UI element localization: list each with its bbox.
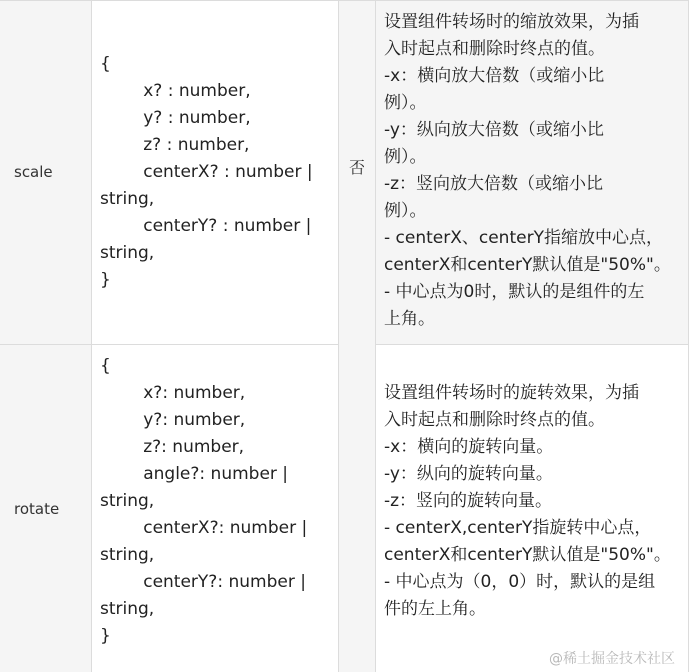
desc-line: centerX和centerY默认值是"50%"。 xyxy=(384,545,671,565)
type-line: { xyxy=(100,54,111,74)
type-line: } xyxy=(100,270,111,290)
desc-line: -z：竖向放大倍数（或缩小比 xyxy=(384,174,604,194)
desc-line: - centerX、centerY指缩放中心点， xyxy=(384,228,663,248)
type-line: string, xyxy=(100,545,155,565)
col-divider xyxy=(91,0,92,672)
type-line: centerY? : number | xyxy=(100,216,312,236)
row-divider xyxy=(375,344,689,345)
desc-line: 设置组件转场时的缩放效果，为插 xyxy=(384,12,639,32)
param-type-scale xyxy=(92,0,338,344)
type-line: angle?: number | xyxy=(100,464,289,484)
col-divider xyxy=(375,0,376,672)
param-required-cell xyxy=(339,0,375,672)
desc-line: - 中心点为0时，默认的是组件的左 xyxy=(384,282,645,302)
type-line: y?: number, xyxy=(100,410,246,430)
type-line: string, xyxy=(100,599,155,619)
type-line: z? : number, xyxy=(100,135,250,155)
param-name-label: scale xyxy=(14,163,53,181)
desc-line: 上角。 xyxy=(384,309,435,329)
param-name-label: rotate xyxy=(14,499,60,518)
desc-line: -x：横向放大倍数（或缩小比 xyxy=(384,66,605,86)
param-required-label: 否 xyxy=(348,157,365,177)
col-divider xyxy=(338,0,339,672)
param-desc-scale xyxy=(376,0,689,344)
type-line: centerY?: number | xyxy=(100,572,306,592)
desc-line: - 中心点为（0，0）时，默认的是组 xyxy=(384,572,656,592)
row-divider xyxy=(0,0,689,1)
desc-line: 入时起点和删除时终点的值。 xyxy=(384,39,605,59)
desc-line: 例）。 xyxy=(384,93,427,113)
desc-line: -y：纵向放大倍数（或缩小比 xyxy=(384,120,604,140)
type-line: } xyxy=(100,626,111,646)
type-line: string, xyxy=(100,243,155,263)
desc-line: -z：竖向的旋转向量。 xyxy=(384,491,553,511)
type-line: string, xyxy=(100,491,155,511)
desc-line: -y：纵向的旋转向量。 xyxy=(384,464,553,484)
param-name-scale xyxy=(0,0,91,344)
desc-line: 入时起点和删除时终点的值。 xyxy=(384,410,605,430)
type-line: { xyxy=(100,356,111,376)
type-line: x? : number, xyxy=(100,81,251,101)
watermark: @稀土掘金技术社区 xyxy=(549,651,675,667)
desc-line: 件的左上角。 xyxy=(384,599,486,619)
param-type-rotate xyxy=(92,345,338,672)
type-line: x?: number, xyxy=(100,383,246,403)
desc-line: centerX和centerY默认值是"50%"。 xyxy=(384,255,671,275)
desc-line: 例）。 xyxy=(384,201,427,221)
param-name-rotate xyxy=(0,345,91,672)
desc-line: -x：横向的旋转向量。 xyxy=(384,437,554,457)
type-line: centerX? : number | xyxy=(100,162,313,182)
type-line: centerX?: number | xyxy=(100,518,308,538)
desc-line: 例）。 xyxy=(384,147,427,167)
desc-line: 设置组件转场时的旋转效果，为插 xyxy=(384,383,639,403)
desc-line: - centerX,centerY指旋转中心点， xyxy=(384,518,652,538)
type-line: y? : number, xyxy=(100,108,251,128)
type-line: z?: number, xyxy=(100,437,245,457)
type-line: string, xyxy=(100,189,155,209)
param-desc-rotate xyxy=(376,345,689,672)
row-divider xyxy=(0,344,339,345)
